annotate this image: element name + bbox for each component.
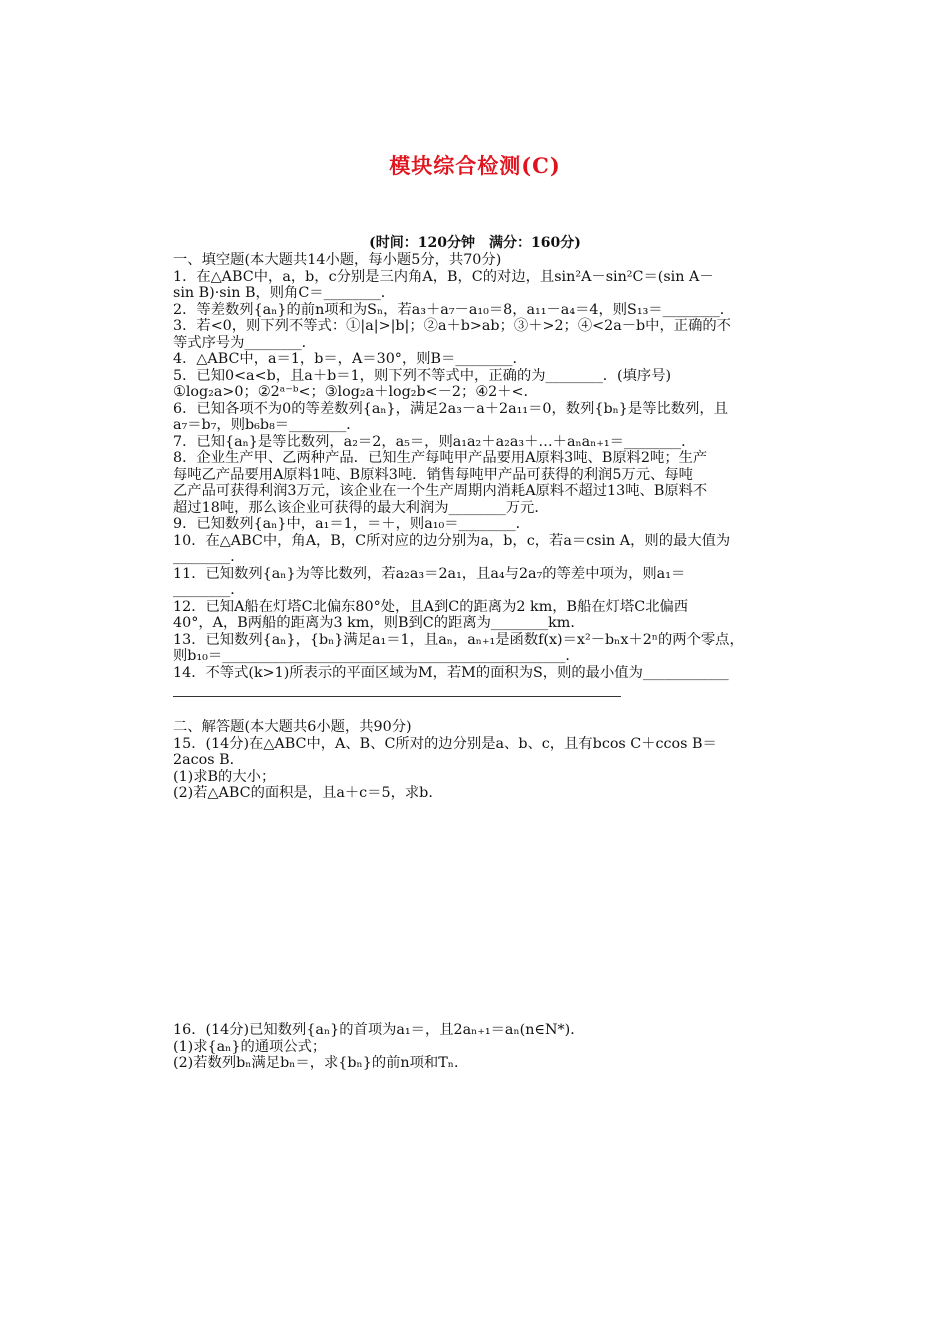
question-line: a₇＝b₇，则b₆b₈＝________． — [173, 417, 361, 433]
fill-in-section — [173, 252, 813, 697]
question-line: 每吨乙产品要用A原料1吨、B原料3吨．销售每吨甲产品可获得的利润5万元、每吨 — [173, 466, 693, 483]
question-line: 11．已知数列{aₙ}为等比数列，若a₂a₃＝2a₁，且a₄与2a₇的等差中项为，则a₁＝ — [173, 565, 686, 582]
question-line: 1．在△ABC中，a，b，c分别是三内角A，B，C的对边，且sin²A－sin²C＝(sin A－ — [173, 268, 714, 285]
question-line: 则b₁₀＝________________________________________________． — [173, 648, 580, 664]
solution-section — [173, 719, 813, 802]
exam-info: (时间：120分钟 满分：160分) — [369, 235, 581, 251]
question-line: 13．已知数列{aₙ}，{bₙ}满足a₁＝1，且aₙ，aₙ₊₁是函数f(x)＝x²－bₙx＋2ⁿ的两个零点， — [173, 631, 744, 648]
question-line: 3．若<0，则下列不等式：①|a|>|b|；②a＋b>ab；③＋>2；④<2a－b中，正确的不 — [173, 318, 731, 334]
question-line: sin B)·sin B，则角C＝________． — [173, 285, 396, 301]
section-header: 一、填空题(本大题共14小题，每小题5分，共70分) — [173, 252, 502, 268]
document-title: 模块综合检测(C) — [389, 153, 561, 178]
question-line: ①log₂a>0；②2ᵃ⁻ᵇ<；③log₂a＋log₂b<－2；④2＋<． — [173, 384, 538, 400]
question-line: (2)若数列bₙ满足bₙ＝，求{bₙ}的前n项和Tₙ． — [173, 1055, 469, 1071]
question-line: 5．已知0<a<b，且a＋b＝1，则下列不等式中，正确的为________．(填序号) — [173, 367, 672, 384]
answer-blank — [173, 682, 621, 697]
question-line: 6．已知各项不为0的等差数列{aₙ}，满足2a₃－a＋2a₁₁＝0，数列{bₙ}是等比数列，且 — [173, 400, 728, 417]
question-line: 2．等差数列{aₙ}的前n项和为Sₙ，若a₃＋a₇－a₁₀＝8，a₁₁－a₄＝4，则S₁₃＝________． — [173, 301, 735, 318]
question-line: 2acos B． — [173, 752, 244, 768]
question-line: (1)求{aₙ}的通项公式； — [173, 1038, 327, 1055]
question-line: 40°，A，B两船的距离为3 km，则B到C的距离为________km． — [173, 615, 585, 631]
question-line: (2)若△ABC的面积是，且a＋c＝5，求b． — [173, 785, 443, 801]
question-line: 10．在△ABC中，角A，B，C所对应的边分别为a，b，c，若a＝csin A，则的最大值为 — [173, 532, 731, 549]
question-16 — [173, 1022, 813, 1072]
question-line: 超过18吨，那么该企业可获得的最大利润为________万元． — [173, 499, 549, 516]
question-line: 12．已知A船在灯塔C北偏东80°处，且A到C的距离为2 km，B船在灯塔C北偏西 — [173, 598, 689, 615]
question-line: 14．不等式(k>1)所表示的平面区域为M，若M的面积为S，则的最小值为____________ — [173, 664, 729, 681]
question-line: 7．已知{aₙ}是等比数列，a₂＝2，a₅＝，则a₁a₂＋a₂a₃＋…＋aₙaₙ₊₁＝________． — [173, 433, 696, 450]
question-line: ________． — [173, 549, 245, 565]
question-line: 8．企业生产甲、乙两种产品．已知生产每吨甲产品要用A原料3吨、B原料2吨；生产 — [173, 450, 708, 466]
question-line: 16．(14分)已知数列{aₙ}的首项为a₁＝，且2aₙ₊₁＝aₙ(n∈N*)． — [173, 1022, 585, 1038]
question-line: 9．已知数列{aₙ}中，a₁＝1，＝＋，则a₁₀＝________． — [173, 516, 530, 532]
question-line: (1)求B的大小； — [173, 768, 276, 785]
question-line: ________． — [173, 582, 245, 598]
question-line: 等式序号为________． — [173, 334, 316, 351]
section-header: 二、解答题(本大题共6小题，共90分) — [173, 719, 412, 735]
question-line: 乙产品可获得利润3万元，该企业在一个生产周期内消耗A原料不超过13吨、B原料不 — [173, 483, 708, 499]
question-line: 15．(14分)在△ABC中，A、B、C所对的边分别是a、b、c，且有bcos C＋ccos B＝ — [173, 735, 717, 752]
question-line: 4．△ABC中，a＝1，b＝，A＝30°，则B＝________． — [173, 351, 527, 367]
